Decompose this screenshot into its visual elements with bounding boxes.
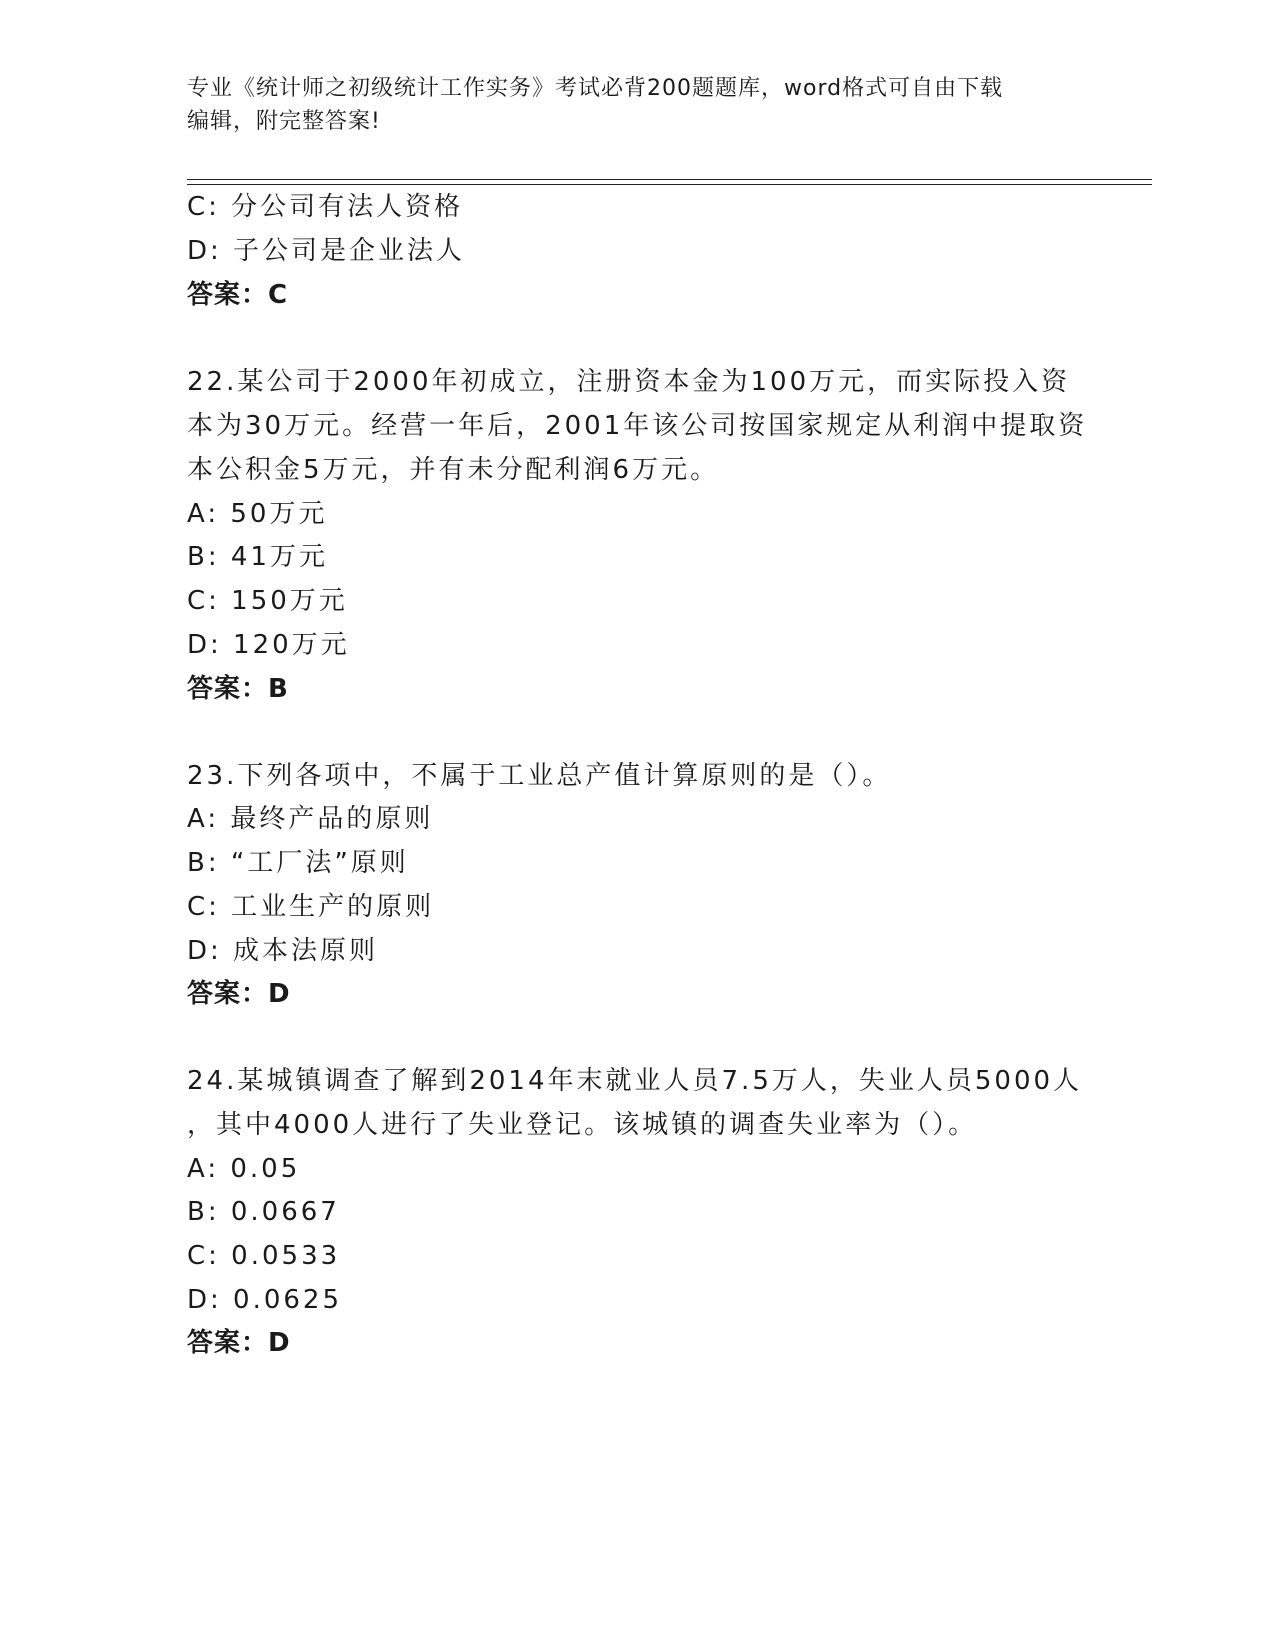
header-line-1: 专业《统计师之初级统计工作实务》考试必背200题题库，word格式可自由下载 <box>187 76 1004 101</box>
q23-answer: 答案：D <box>187 979 291 1009</box>
q24-answer: 答案：D <box>187 1328 291 1358</box>
q24-stem-line-2: ，其中4000人进行了失业登记。该城镇的调查失业率为（）。 <box>187 1110 978 1140</box>
q22-stem-line-3: 本公积金5万元，并有未分配利润6万元。 <box>187 455 720 485</box>
document-header <box>187 72 1067 138</box>
q23-option-a: A: 最终产品的原则 <box>187 804 434 834</box>
q23-option-c: C: 工业生产的原则 <box>187 892 435 922</box>
header-divider-top <box>187 179 1152 180</box>
q22-answer: 答案：B <box>187 674 289 704</box>
q24-option-a: A: 0.05 <box>187 1154 301 1184</box>
q24-option-d: D: 0.0625 <box>187 1285 343 1315</box>
q24-option-b: B: 0.0667 <box>187 1197 340 1227</box>
header-line-2: 编辑，附完整答案! <box>187 109 381 134</box>
q24-option-c: C: 0.0533 <box>187 1241 341 1271</box>
q23-stem-line-1: 23.下列各项中，不属于工业总产值计算原则的是（）。 <box>187 761 892 791</box>
q24-stem-line-1: 24.某城镇调查了解到2014年末就业人员7.5万人，失业人员5000人 <box>187 1066 1083 1096</box>
q23-option-b: B: “工厂法”原则 <box>187 848 409 878</box>
q22-option-a: A: 50万元 <box>187 499 328 529</box>
q22-stem-line-1: 22.某公司于2000年初成立，注册资本金为100万元，而实际投入资 <box>187 367 1071 397</box>
q21-option-d: D: 子公司是企业法人 <box>187 236 466 266</box>
q22-option-c: C: 150万元 <box>187 586 348 616</box>
q22-stem-line-2: 本为30万元。经营一年后，2001年该公司按国家规定从利润中提取资 <box>187 411 1088 441</box>
q21-answer: 答案：C <box>187 280 289 310</box>
q21-option-c: C: 分公司有法人资格 <box>187 192 464 222</box>
q23-option-d: D: 成本法原则 <box>187 936 379 966</box>
q22-option-d: D: 120万元 <box>187 630 350 660</box>
header-divider-bottom <box>187 184 1152 185</box>
q22-option-b: B: 41万元 <box>187 542 328 572</box>
